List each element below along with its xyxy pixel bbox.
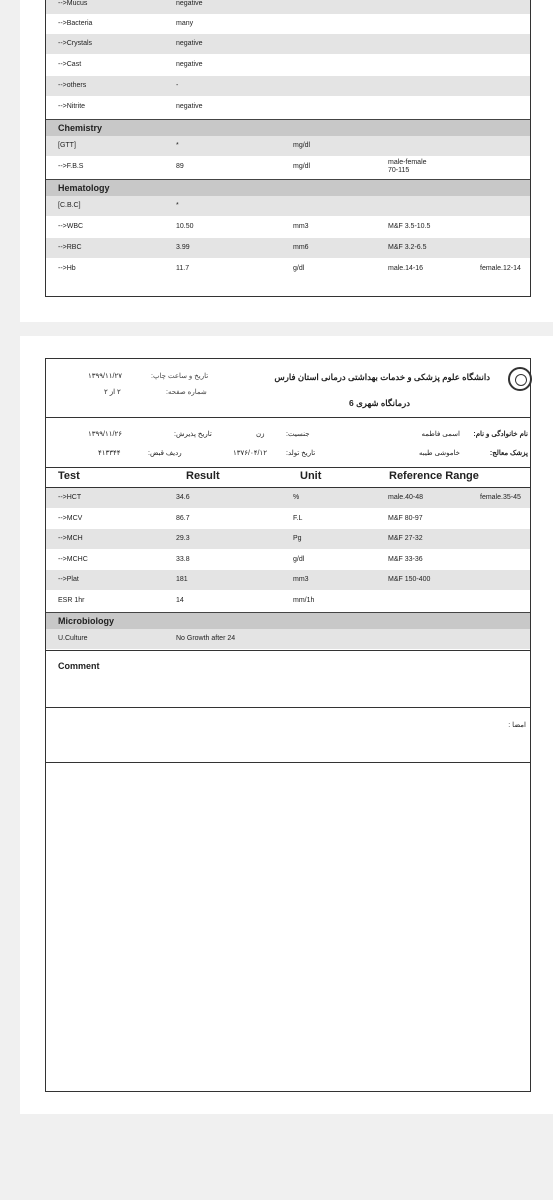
table-row: -->Crystals negative [46, 34, 530, 54]
admission-date-value: ۱۳۹۹/۱۱/۲۶ [88, 431, 122, 438]
doctor-value: خاموشی طیبه [418, 450, 460, 457]
divider [46, 650, 530, 651]
birth-date-label: تاریخ تولد: [286, 450, 316, 457]
clinic-name: درمانگاه شهری 6 [349, 398, 410, 408]
patient-name-value: اسمی فاطمه [421, 431, 460, 438]
table-row: -->F.B.S 89 mg/dl male-female 70-115 [58, 159, 427, 174]
column-header-unit: Unit [300, 470, 322, 482]
section-header-chemistry: Chemistry [46, 119, 530, 137]
print-date-value: ۱۳۹۹/۱۱/۲۷ [88, 373, 122, 380]
table-row: -->Bacteria many [58, 20, 194, 27]
page-1-frame [45, 0, 531, 297]
divider [46, 417, 530, 418]
table-row: -->WBC 10.50 mm3 M&F 3.5-10.5 [58, 223, 431, 230]
gender-label: جنسیت: [286, 431, 310, 438]
patient-name-label: نام خانوادگی و نام: [473, 431, 528, 438]
comment-label: Comment [58, 661, 100, 671]
birth-date-value: ۱۳۷۶/۰۴/۱۲ [233, 450, 267, 457]
page-number-label: شماره صفحه: [166, 389, 207, 396]
divider [46, 467, 530, 468]
column-headers [46, 470, 530, 486]
university-logo-icon [508, 367, 532, 391]
table-row: -->Mucus negative [46, 0, 530, 14]
report-page-1 [20, 0, 553, 322]
print-date-label: تاریخ و ساعت چاپ: [151, 373, 209, 380]
divider [46, 707, 530, 708]
report-page-2 [20, 336, 553, 1114]
table-row: -->RBC 3.99 mm6 M&F 3.2-6.5 [46, 238, 530, 258]
university-name: دانشگاه علوم پزشکی و خدمات بهداشتی درمانی استان فارس [274, 372, 490, 382]
table-row: -->others - [46, 76, 530, 96]
page-number-value: ۲ از ۲ [104, 389, 121, 396]
reference-range: male-female 70-115 [388, 159, 427, 174]
page-2-frame [45, 358, 531, 1092]
table-row: ESR 1hr 14 mm/1h [58, 597, 315, 604]
table-row: -->Nitrite negative [58, 103, 203, 110]
table-row: -->MCHC 33.8 g/dl M&F 33-36 [58, 556, 423, 563]
divider [46, 762, 530, 763]
doctor-label: پزشک معالج: [489, 450, 528, 457]
table-row: U.Culture No Growth after 24 [46, 629, 530, 649]
table-row: -->MCV 86.7 F.L M&F 80-97 [58, 515, 423, 522]
column-header-test: Test [58, 470, 80, 482]
table-row: -->Cast negative [58, 61, 203, 68]
table-row: -->HCT 34.6 % male.40-48 female.35-45 [46, 488, 530, 508]
admission-date-label: تاریخ پذیرش: [174, 431, 212, 438]
section-header-microbiology: Microbiology [46, 612, 530, 630]
signature-label: امضا : [508, 722, 526, 729]
section-header-hematology: Hematology [46, 179, 530, 197]
column-header-result: Result [186, 470, 220, 482]
table-row: -->MCH 29.3 Pg M&F 27-32 [46, 529, 530, 549]
column-header-reference: Reference Range [389, 470, 479, 482]
table-row: -->Hb 11.7 g/dl male.14-16 female.12-14 [58, 265, 521, 272]
table-row: [GTT] * mg/dl [46, 136, 530, 156]
table-row: -->Plat 181 mm3 M&F 150-400 [46, 570, 530, 590]
receipt-label: ردیف قبض: [148, 450, 182, 457]
gender-value: زن [256, 431, 265, 438]
table-row: [C.B.C] * [46, 196, 530, 216]
receipt-value: ۴۱۳۳۴۴ [98, 450, 121, 457]
